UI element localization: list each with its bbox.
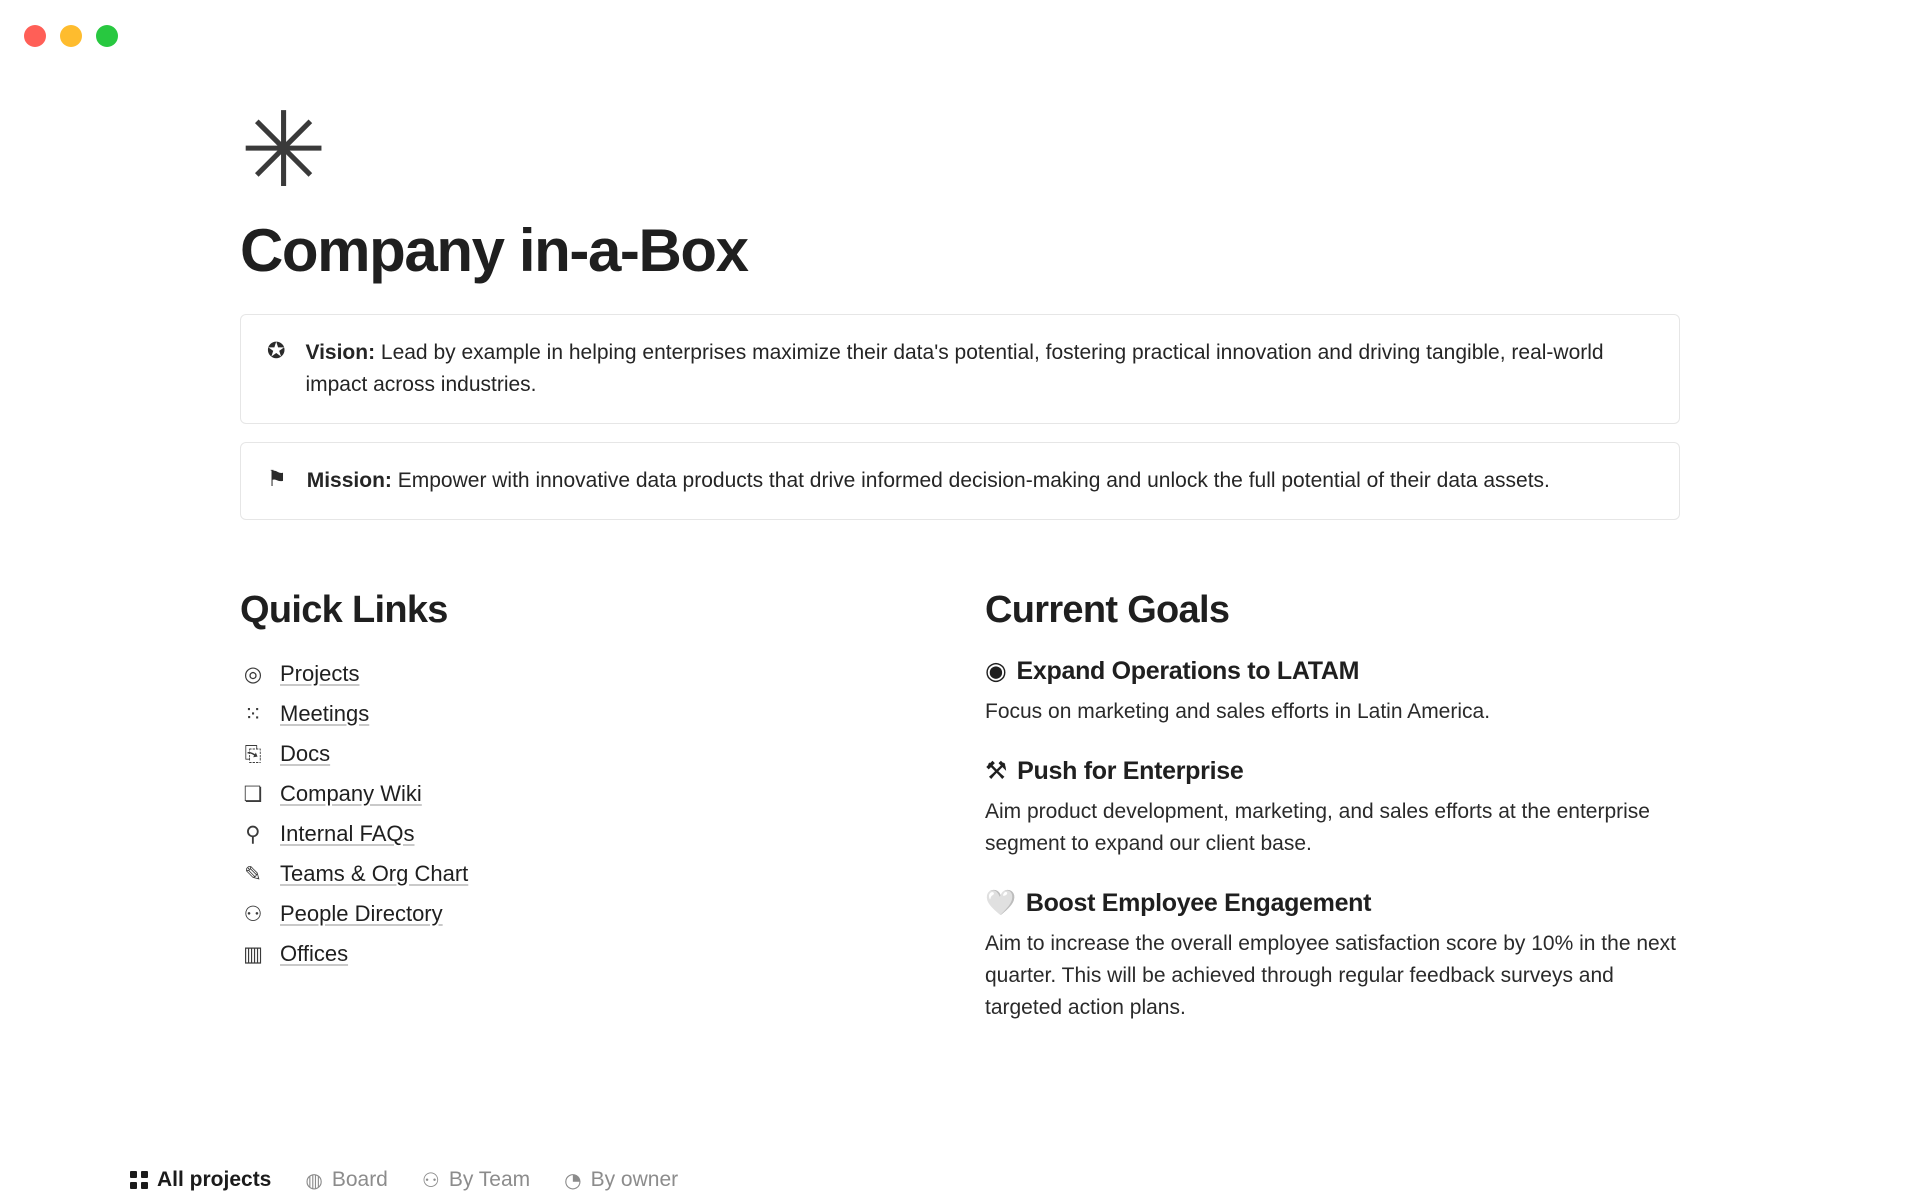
goal-item	[985, 754, 1680, 860]
hammer-and-wrench-icon: ⚒	[985, 756, 1008, 785]
goal-item	[985, 886, 1680, 1024]
tab-board[interactable]	[305, 1168, 388, 1192]
quick-link-label: Projects	[280, 661, 360, 686]
mission-label: Mission:	[306, 469, 392, 492]
quick-link-label: Docs	[280, 741, 331, 766]
sidebar-item-internal-faqs[interactable]	[240, 814, 935, 854]
quick-link-label: Teams & Org Chart	[280, 861, 469, 886]
database-view-tabs	[0, 1160, 1920, 1200]
mission-callout	[240, 442, 1680, 520]
paperclip-icon: ✎	[244, 862, 262, 886]
quick-links-title: Quick Links	[240, 589, 448, 631]
sidebar-item-docs[interactable]	[240, 734, 935, 774]
white-heart-icon: 🤍	[985, 888, 1016, 917]
two-column-section	[240, 588, 1680, 1050]
minimize-window-button[interactable]	[60, 25, 82, 47]
window-titlebar	[0, 0, 1920, 72]
tab-label: By Team	[448, 1168, 531, 1191]
quick-links-list	[240, 654, 935, 974]
sidebar-item-offices[interactable]	[240, 934, 935, 974]
goal-description: Aim product development, marketing, and sales efforts at the enterprise segment to expand our client base.	[985, 800, 1650, 855]
sidebar-item-people-directory[interactable]	[240, 894, 935, 934]
document-arrow-icon: ⎘	[244, 742, 262, 766]
target-arrow-icon: ◎	[243, 662, 263, 686]
goal-description: Aim to increase the overall employee satisfaction score by 10% in the next quarter. This will be achieved through regular feedback surveys and targeted action plans.	[985, 932, 1677, 1019]
quick-links-column	[240, 588, 935, 1050]
question-person-icon: ⚲	[245, 822, 261, 846]
tab-label: Board	[331, 1168, 388, 1191]
tab-label: All projects	[157, 1168, 272, 1191]
sidebar-item-teams-org-chart[interactable]	[240, 854, 935, 894]
people-arrow-icon: ⁙	[244, 702, 262, 726]
people-icon: ⚇	[421, 1168, 440, 1192]
people-icon: ⚇	[243, 902, 263, 926]
tab-label: By owner	[590, 1168, 679, 1191]
quick-link-label: Company Wiki	[280, 781, 422, 806]
flag-icon: ⚑	[267, 467, 287, 492]
quick-link-label: Meetings	[280, 701, 370, 726]
building-icon: ▥	[243, 942, 263, 966]
goal-heading-row	[985, 886, 1680, 920]
vision-label: Vision:	[305, 341, 376, 364]
goal-heading: Boost Employee Engagement	[1025, 889, 1372, 917]
goal-item	[985, 654, 1680, 728]
vision-text	[305, 337, 1653, 401]
tab-by-team[interactable]	[422, 1168, 530, 1192]
board-icon: ◍	[305, 1168, 323, 1192]
grid-icon	[130, 1171, 148, 1189]
close-window-button[interactable]	[24, 25, 46, 47]
star-badge-icon: ✪	[267, 339, 286, 364]
mission-body: Empower with innovative data products that drive informed decision-making and unlock the full potential of their data assets.	[391, 469, 1550, 492]
page-emoji-icon[interactable]: ✳	[240, 89, 326, 211]
goal-heading: Expand Operations to LATAM	[1016, 657, 1360, 685]
quick-link-label: People Directory	[280, 901, 443, 926]
goal-description: Focus on marketing and sales efforts in Latin America.	[985, 700, 1491, 723]
vision-body: Lead by example in helping enterprises maximize their data's potential, fostering practical innovation and driving tangible, real-world impact across industries.	[305, 341, 1604, 396]
current-goals-title: Current Goals	[985, 589, 1230, 631]
sidebar-item-projects[interactable]	[240, 654, 935, 694]
page-title: Company in-a-Box	[240, 217, 748, 284]
goal-heading-row	[985, 754, 1680, 788]
maximize-window-button[interactable]	[96, 25, 118, 47]
quick-link-label: Offices	[280, 941, 349, 966]
sidebar-item-company-wiki[interactable]	[240, 774, 935, 814]
current-goals-column	[985, 588, 1680, 1050]
quick-link-label: Internal FAQs	[280, 821, 415, 846]
goal-heading-row	[985, 654, 1680, 688]
goal-heading: Push for Enterprise	[1017, 757, 1244, 785]
globe-icon: ◉	[985, 656, 1007, 685]
tab-all-projects[interactable]	[130, 1168, 271, 1192]
vision-callout	[240, 314, 1680, 424]
tab-by-owner[interactable]	[564, 1168, 678, 1192]
owner-icon: ◔	[564, 1168, 582, 1192]
page-body	[0, 72, 1920, 1192]
page-icon: ❏	[243, 782, 263, 806]
sidebar-item-meetings[interactable]	[240, 694, 935, 734]
mission-text	[307, 465, 1653, 497]
